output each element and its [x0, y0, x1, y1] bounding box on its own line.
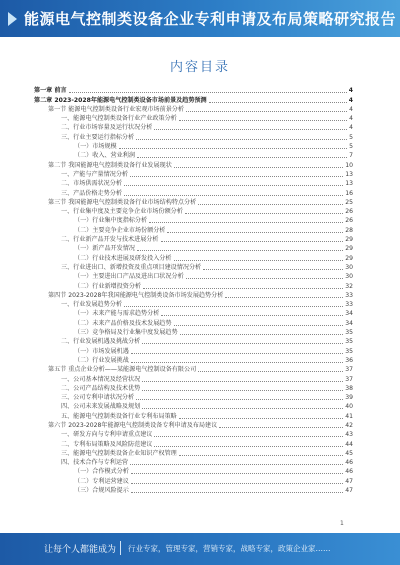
toc-entry-page: 10 [345, 161, 353, 169]
dot-leader [136, 139, 347, 140]
dot-leader [186, 278, 344, 279]
toc-entry[interactable] [34, 439, 353, 448]
toc-entry-title: （一）合作模式分析 [74, 468, 129, 476]
toc-entry[interactable] [34, 179, 353, 188]
toc-entry-page: 39 [345, 394, 353, 402]
dot-leader [198, 371, 343, 372]
toc-entry-title: 第一章 前言 [34, 87, 67, 95]
toc-entry-page: 29 [345, 245, 353, 253]
dot-leader [203, 269, 343, 270]
toc-entry[interactable] [34, 142, 353, 151]
toc-entry-page: 35 [345, 329, 353, 337]
toc-entry-title: 第一节 能源电气控制类设备行业宏观市场前景分析 [48, 105, 184, 113]
toc-entry-page: 4 [349, 115, 353, 123]
toc-entry-page: 7 [349, 152, 353, 160]
toc-entry-page: 35 [345, 338, 353, 346]
footer-divider [120, 541, 121, 555]
dot-leader [154, 446, 343, 447]
dot-leader [137, 157, 347, 158]
dot-leader [219, 427, 343, 428]
toc-entry-page: 13 [345, 180, 353, 188]
toc-entry[interactable] [34, 411, 353, 420]
toc-entry-title: 二、公司产品结构及技术优势 [61, 384, 141, 392]
toc-entry[interactable] [34, 123, 353, 132]
toc-entry[interactable] [34, 198, 353, 207]
dot-leader [179, 120, 347, 121]
toc-entry[interactable] [34, 300, 353, 309]
toc-entry-title: 三、行业主要运行指标分析 [61, 133, 135, 141]
toc-entry[interactable] [34, 291, 353, 300]
toc-entry-page: 25 [345, 198, 353, 206]
toc-entry-title: 第二节 我国能源电气控制类设备行业发展现状 [48, 161, 172, 169]
toc-entry-title: （一）主要进出口产品及进出口状况分析 [74, 273, 184, 281]
toc-entry[interactable] [34, 263, 353, 272]
toc-entry-title: （二）行业发展挑战 [74, 356, 129, 364]
toc-entry[interactable] [34, 207, 353, 216]
dot-leader [186, 111, 347, 112]
toc-entry-page: 46 [345, 459, 353, 467]
dot-leader [142, 381, 343, 382]
toc-entry-page: 33 [345, 291, 353, 299]
toc-entry-title: （三）合规风险提示 [74, 487, 129, 495]
toc-entry-title: 三、能源电气控制类设备企业知识产权管理 [61, 449, 177, 457]
toc-entry[interactable] [34, 346, 353, 355]
toc-entry[interactable] [34, 449, 353, 458]
toc-entry-page: 4 [348, 87, 353, 95]
toc-entry-page: 16 [345, 189, 353, 197]
toc-entry-title: 二、行业市场容量及运行状况分析 [61, 124, 153, 132]
dot-leader [69, 92, 347, 93]
triangle-icon [8, 12, 17, 26]
toc-entry-title: 二、专利布局策略及风险防范建议 [61, 440, 153, 448]
dot-leader [198, 204, 343, 205]
toc-entry[interactable] [34, 235, 353, 244]
toc-entry-page: 46 [345, 468, 353, 476]
toc-entry[interactable] [34, 216, 353, 225]
toc-entry-title: （二）未来产品价格及技术发展趋势 [74, 319, 172, 327]
toc-entry[interactable] [34, 160, 353, 169]
toc-entry-page: 26 [345, 208, 353, 216]
toc-entry-page: 5 [349, 133, 353, 141]
toc-entry[interactable] [34, 244, 353, 253]
toc-entry-title: （二）行业技术进展及研发投入分析 [74, 254, 172, 262]
toc-entry-page: 35 [345, 347, 353, 355]
toc-entry[interactable] [34, 86, 353, 95]
dot-leader [161, 241, 344, 242]
report-title: 能源电气控制类设备企业专利申请及布局策略研究报告 [24, 10, 397, 28]
toc-entry[interactable] [34, 309, 353, 318]
toc-entry-page: 47 [345, 487, 353, 495]
toc-entry[interactable] [34, 458, 353, 467]
toc-entry-page: 38 [345, 384, 353, 392]
dot-leader [154, 436, 343, 437]
table-of-contents [34, 86, 353, 495]
toc-entry-page: 33 [345, 301, 353, 309]
dot-leader [174, 325, 344, 326]
toc-entry[interactable] [34, 318, 353, 327]
dot-leader [119, 148, 347, 149]
toc-entry-page: 4 [348, 96, 353, 104]
toc-entry-title: 一、行业发展趋势分析 [61, 301, 122, 309]
toc-entry-title: 三、公司专利申请状况分析 [61, 394, 135, 402]
toc-entry-title: 五、能源电气控制类设备行业专利布局策略 [61, 412, 177, 420]
footer-slogan: 让每个人都能成为 [44, 545, 117, 555]
toc-entry[interactable] [34, 281, 353, 290]
toc-entry-title: 一、公司基本情况及经营状况 [61, 375, 141, 383]
toc-entry[interactable] [34, 402, 353, 411]
dot-leader [180, 334, 344, 335]
toc-entry-title: 第五节 重点企业分析——某能源电气控制设备有限公司 [48, 366, 197, 374]
toc-entry-page: 41 [345, 412, 353, 420]
toc-entry-page: 47 [345, 477, 353, 485]
toc-entry[interactable] [34, 365, 353, 374]
toc-entry-page: 36 [345, 356, 353, 364]
toc-entry[interactable] [34, 170, 353, 179]
toc-entry-title: 一、行业集中度及主要竞争企业市场份额分析 [61, 208, 183, 216]
dot-leader [225, 297, 343, 298]
dot-leader [142, 390, 343, 391]
toc-entry[interactable] [34, 393, 353, 402]
toc-entry-title: 四、技术合作与专利运营 [61, 459, 129, 467]
toc-entry[interactable] [34, 188, 353, 197]
toc-entry[interactable] [34, 272, 353, 281]
toc-entry-page: 34 [345, 319, 353, 327]
dot-leader [131, 473, 343, 474]
dot-leader [124, 185, 343, 186]
toc-entry-title: 二、行业发展机遇及挑战分析 [61, 338, 141, 346]
toc-entry-title: 三、产品价格走势分析 [61, 189, 122, 197]
dot-leader [142, 343, 343, 344]
toc-entry-title: （一）新产品开发情况 [74, 245, 135, 253]
toc-entry[interactable] [34, 114, 353, 123]
dot-leader [124, 306, 343, 307]
toc-entry-title: 四、公司未来发展战略及规划 [61, 403, 141, 411]
toc-entry-title: （三）竞争格局及行业集中度发展趋势 [74, 329, 178, 337]
dot-leader [179, 418, 343, 419]
dot-leader [131, 353, 343, 354]
toc-entry[interactable] [34, 467, 353, 476]
dot-leader [174, 260, 344, 261]
toc-entry-page: 28 [345, 226, 353, 234]
toc-entry[interactable] [34, 476, 353, 485]
toc-entry-page: 30 [345, 273, 353, 281]
toc-entry-page: 29 [345, 236, 353, 244]
toc-entry-page: 44 [345, 440, 353, 448]
toc-entry-page: 30 [345, 263, 353, 271]
toc-entry-title: 一、能源电气控制类设备行业产业政策分析 [61, 115, 177, 123]
dot-leader [142, 408, 343, 409]
page-number: 1 [340, 520, 344, 527]
toc-entry-title: 二、行业新产品开发与技术进展分析 [61, 236, 159, 244]
toc-entry[interactable] [34, 95, 353, 104]
toc-entry-page: 34 [345, 310, 353, 318]
toc-entry[interactable] [34, 421, 353, 430]
dot-leader [131, 362, 343, 363]
toc-entry-title: 第二章 2023-2028年能源电气控制类设备市场前景及趋势预测 [34, 96, 207, 104]
toc-entry[interactable] [34, 328, 353, 337]
toc-entry-page: 37 [345, 375, 353, 383]
toc-entry-page: 32 [345, 282, 353, 290]
toc-entry-page: 45 [345, 449, 353, 457]
toc-entry-title: （一）市场规模 [74, 143, 117, 151]
toc-entry[interactable] [34, 105, 353, 114]
dot-leader [124, 195, 343, 196]
toc-entry-title: （二）主要竞争企业市场份额分析 [74, 226, 166, 234]
dot-leader [130, 176, 343, 177]
toc-entry-title: 第四节 2023-2028年我国能源电气控制类设备市场发展趋势分析 [48, 291, 224, 299]
toc-entry-title: 三、行业进出口、新增投资及重点项目建设情况分析 [61, 263, 202, 271]
dot-leader [130, 464, 343, 465]
toc-entry[interactable] [34, 384, 353, 393]
dot-leader [209, 102, 347, 103]
toc-entry-title: 第六节 2023-2028年能源电气控制类设备专利申请及布局建议 [48, 421, 218, 429]
dot-leader [136, 399, 343, 400]
toc-entry-title: （二）行业新增投资分析 [74, 282, 142, 290]
toc-heading: 内容目录 [169, 60, 230, 75]
dot-leader [161, 315, 343, 316]
toc-entry-title: （二）专利运营建议 [74, 477, 129, 485]
dot-leader [131, 483, 343, 484]
dot-leader [143, 288, 343, 289]
toc-entry-page: 40 [345, 403, 353, 411]
toc-entry[interactable] [34, 132, 353, 141]
toc-entry-title: （一）行业集中度指标分析 [74, 217, 148, 225]
toc-entry-page: 43 [345, 431, 353, 439]
dot-leader [131, 492, 343, 493]
dot-leader [149, 222, 343, 223]
toc-entry-page: 4 [349, 105, 353, 113]
toc-entry-title: （一）未来产能与需求趋势分析 [74, 310, 160, 318]
toc-entry-title: 一、产能与产量情况分析 [61, 170, 129, 178]
toc-entry-title: 第三节 我国能源电气控制类设备行业市场结构特点分析 [48, 198, 197, 206]
footer-banner [0, 533, 400, 565]
toc-entry-page: 5 [349, 143, 353, 151]
dot-leader [154, 129, 347, 130]
dot-leader [174, 167, 343, 168]
toc-entry[interactable] [34, 337, 353, 346]
toc-entry[interactable] [34, 253, 353, 262]
footer-roles: 行业专家，管理专家，营销专家，战略专家，政策企业家…… [128, 544, 331, 553]
dot-leader [167, 232, 343, 233]
report-header-banner [0, 0, 400, 37]
toc-entry-page: 4 [349, 124, 353, 132]
toc-entry-page: 37 [345, 366, 353, 374]
dot-leader [179, 455, 343, 456]
toc-entry[interactable] [34, 356, 353, 365]
dot-leader [185, 213, 343, 214]
toc-entry[interactable] [34, 430, 353, 439]
toc-entry[interactable] [34, 486, 353, 495]
toc-entry-page: 26 [345, 217, 353, 225]
toc-entry-page: 13 [345, 170, 353, 178]
toc-entry[interactable] [34, 374, 353, 383]
toc-entry[interactable] [34, 151, 353, 160]
toc-entry-page: 29 [345, 254, 353, 262]
toc-entry-title: （二）收入、营业利润 [74, 152, 135, 160]
toc-entry-title: （一）市场发展机遇 [74, 347, 129, 355]
toc-entry-title: 二、市场供需状况分析 [61, 180, 122, 188]
toc-entry-page: 42 [345, 421, 353, 429]
dot-leader [137, 250, 343, 251]
toc-entry[interactable] [34, 225, 353, 234]
toc-entry-title: 一、研发方向与专利申请重点建议 [61, 431, 153, 439]
